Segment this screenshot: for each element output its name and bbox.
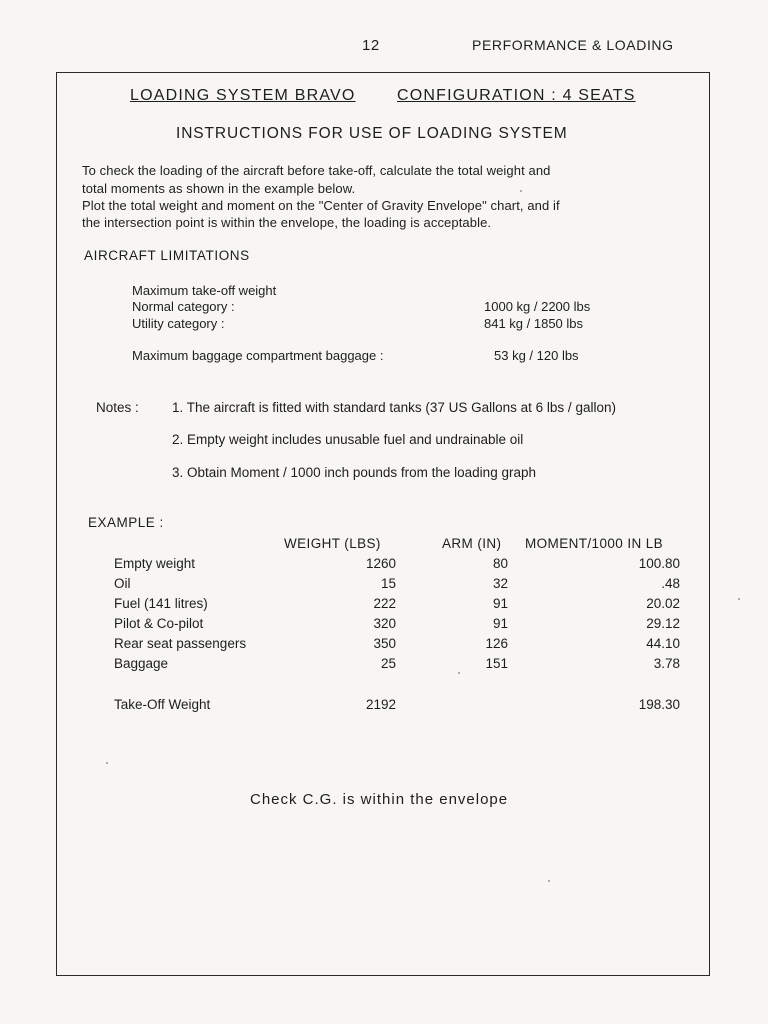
- table-cell-arm: 151: [485, 656, 508, 671]
- column-header-weight: WEIGHT (LBS): [284, 536, 381, 551]
- table-cell-weight: 25: [380, 656, 396, 671]
- table-cell-arm: 126: [485, 636, 508, 651]
- page-number: 12: [362, 37, 380, 54]
- intro-line: Plot the total weight and moment on the "Center of Gravity Envelope" chart, and if: [82, 198, 560, 213]
- table-cell-arm: 32: [492, 576, 508, 591]
- scan-speck: [520, 190, 522, 192]
- max-baggage-value: 53 kg / 120 lbs: [494, 348, 579, 363]
- table-cell-arm: 91: [492, 596, 508, 611]
- note-item: 3. Obtain Moment / 1000 inch pounds from the loading graph: [172, 465, 536, 480]
- configuration-title: CONFIGURATION : 4 SEATS: [397, 87, 636, 104]
- column-header-moment: MOMENT/1000 IN LB: [525, 536, 664, 551]
- total-weight: 2192: [365, 697, 396, 712]
- table-row-label: Pilot & Co-pilot: [114, 616, 204, 631]
- table-cell-weight: 320: [373, 616, 396, 631]
- max-takeoff-label: Maximum take-off weight: [132, 283, 277, 298]
- table-cell-weight: 1260: [365, 556, 396, 571]
- table-cell-weight: 350: [373, 636, 396, 651]
- scan-speck: [548, 880, 550, 882]
- limitations-heading: AIRCRAFT LIMITATIONS: [84, 248, 250, 263]
- note-item: 2. Empty weight includes unusable fuel and undrainable oil: [172, 432, 524, 447]
- example-label: EXAMPLE :: [88, 515, 164, 530]
- system-title: LOADING SYSTEM BRAVO: [130, 87, 356, 104]
- table-cell-moment: 100.80: [638, 556, 680, 571]
- table-cell-moment: 44.10: [646, 636, 680, 651]
- notes-label: Notes :: [96, 400, 139, 415]
- instructions-subtitle: INSTRUCTIONS FOR USE OF LOADING SYSTEM: [176, 125, 568, 142]
- max-baggage-label: Maximum baggage compartment baggage :: [132, 348, 384, 363]
- utility-category-value: 841 kg / 1850 lbs: [484, 316, 584, 331]
- table-cell-weight: 15: [380, 576, 396, 591]
- table-row-label: Baggage: [114, 656, 169, 671]
- intro-line: To check the loading of the aircraft before take-off, calculate the total weight and: [82, 163, 551, 178]
- intro-line: the intersection point is within the envelope, the loading is acceptable.: [82, 215, 492, 230]
- table-row-label: Fuel (141 litres): [114, 596, 208, 611]
- column-header-arm: ARM (IN): [442, 536, 502, 551]
- table-cell-moment: 20.02: [646, 596, 680, 611]
- table-row-label: Rear seat passengers: [114, 636, 247, 651]
- normal-category-label: Normal category :: [132, 299, 235, 314]
- table-cell-moment: 3.78: [653, 656, 680, 671]
- utility-category-label: Utility category :: [132, 316, 225, 331]
- table-cell-arm: 91: [492, 616, 508, 631]
- scan-speck: [458, 672, 460, 674]
- total-row-label: Take-Off Weight: [114, 697, 211, 712]
- check-cg-note: Check C.G. is within the envelope: [250, 791, 509, 808]
- table-row-label: Oil: [114, 576, 131, 591]
- scan-speck: [738, 598, 740, 600]
- table-row-label: Empty weight: [114, 556, 196, 571]
- note-item: 1. The aircraft is fitted with standard tanks (37 US Gallons at 6 lbs / gallon): [172, 400, 616, 415]
- table-cell-arm: 80: [492, 556, 508, 571]
- table-cell-moment: 29.12: [646, 616, 680, 631]
- intro-line: total moments as shown in the example below.: [82, 181, 356, 196]
- running-head: PERFORMANCE & LOADING: [472, 37, 674, 53]
- total-moment: 198.30: [638, 697, 680, 712]
- scan-speck: [106, 762, 108, 764]
- normal-category-value: 1000 kg / 2200 lbs: [484, 299, 591, 314]
- table-cell-moment: .48: [661, 576, 680, 591]
- table-cell-weight: 222: [373, 596, 396, 611]
